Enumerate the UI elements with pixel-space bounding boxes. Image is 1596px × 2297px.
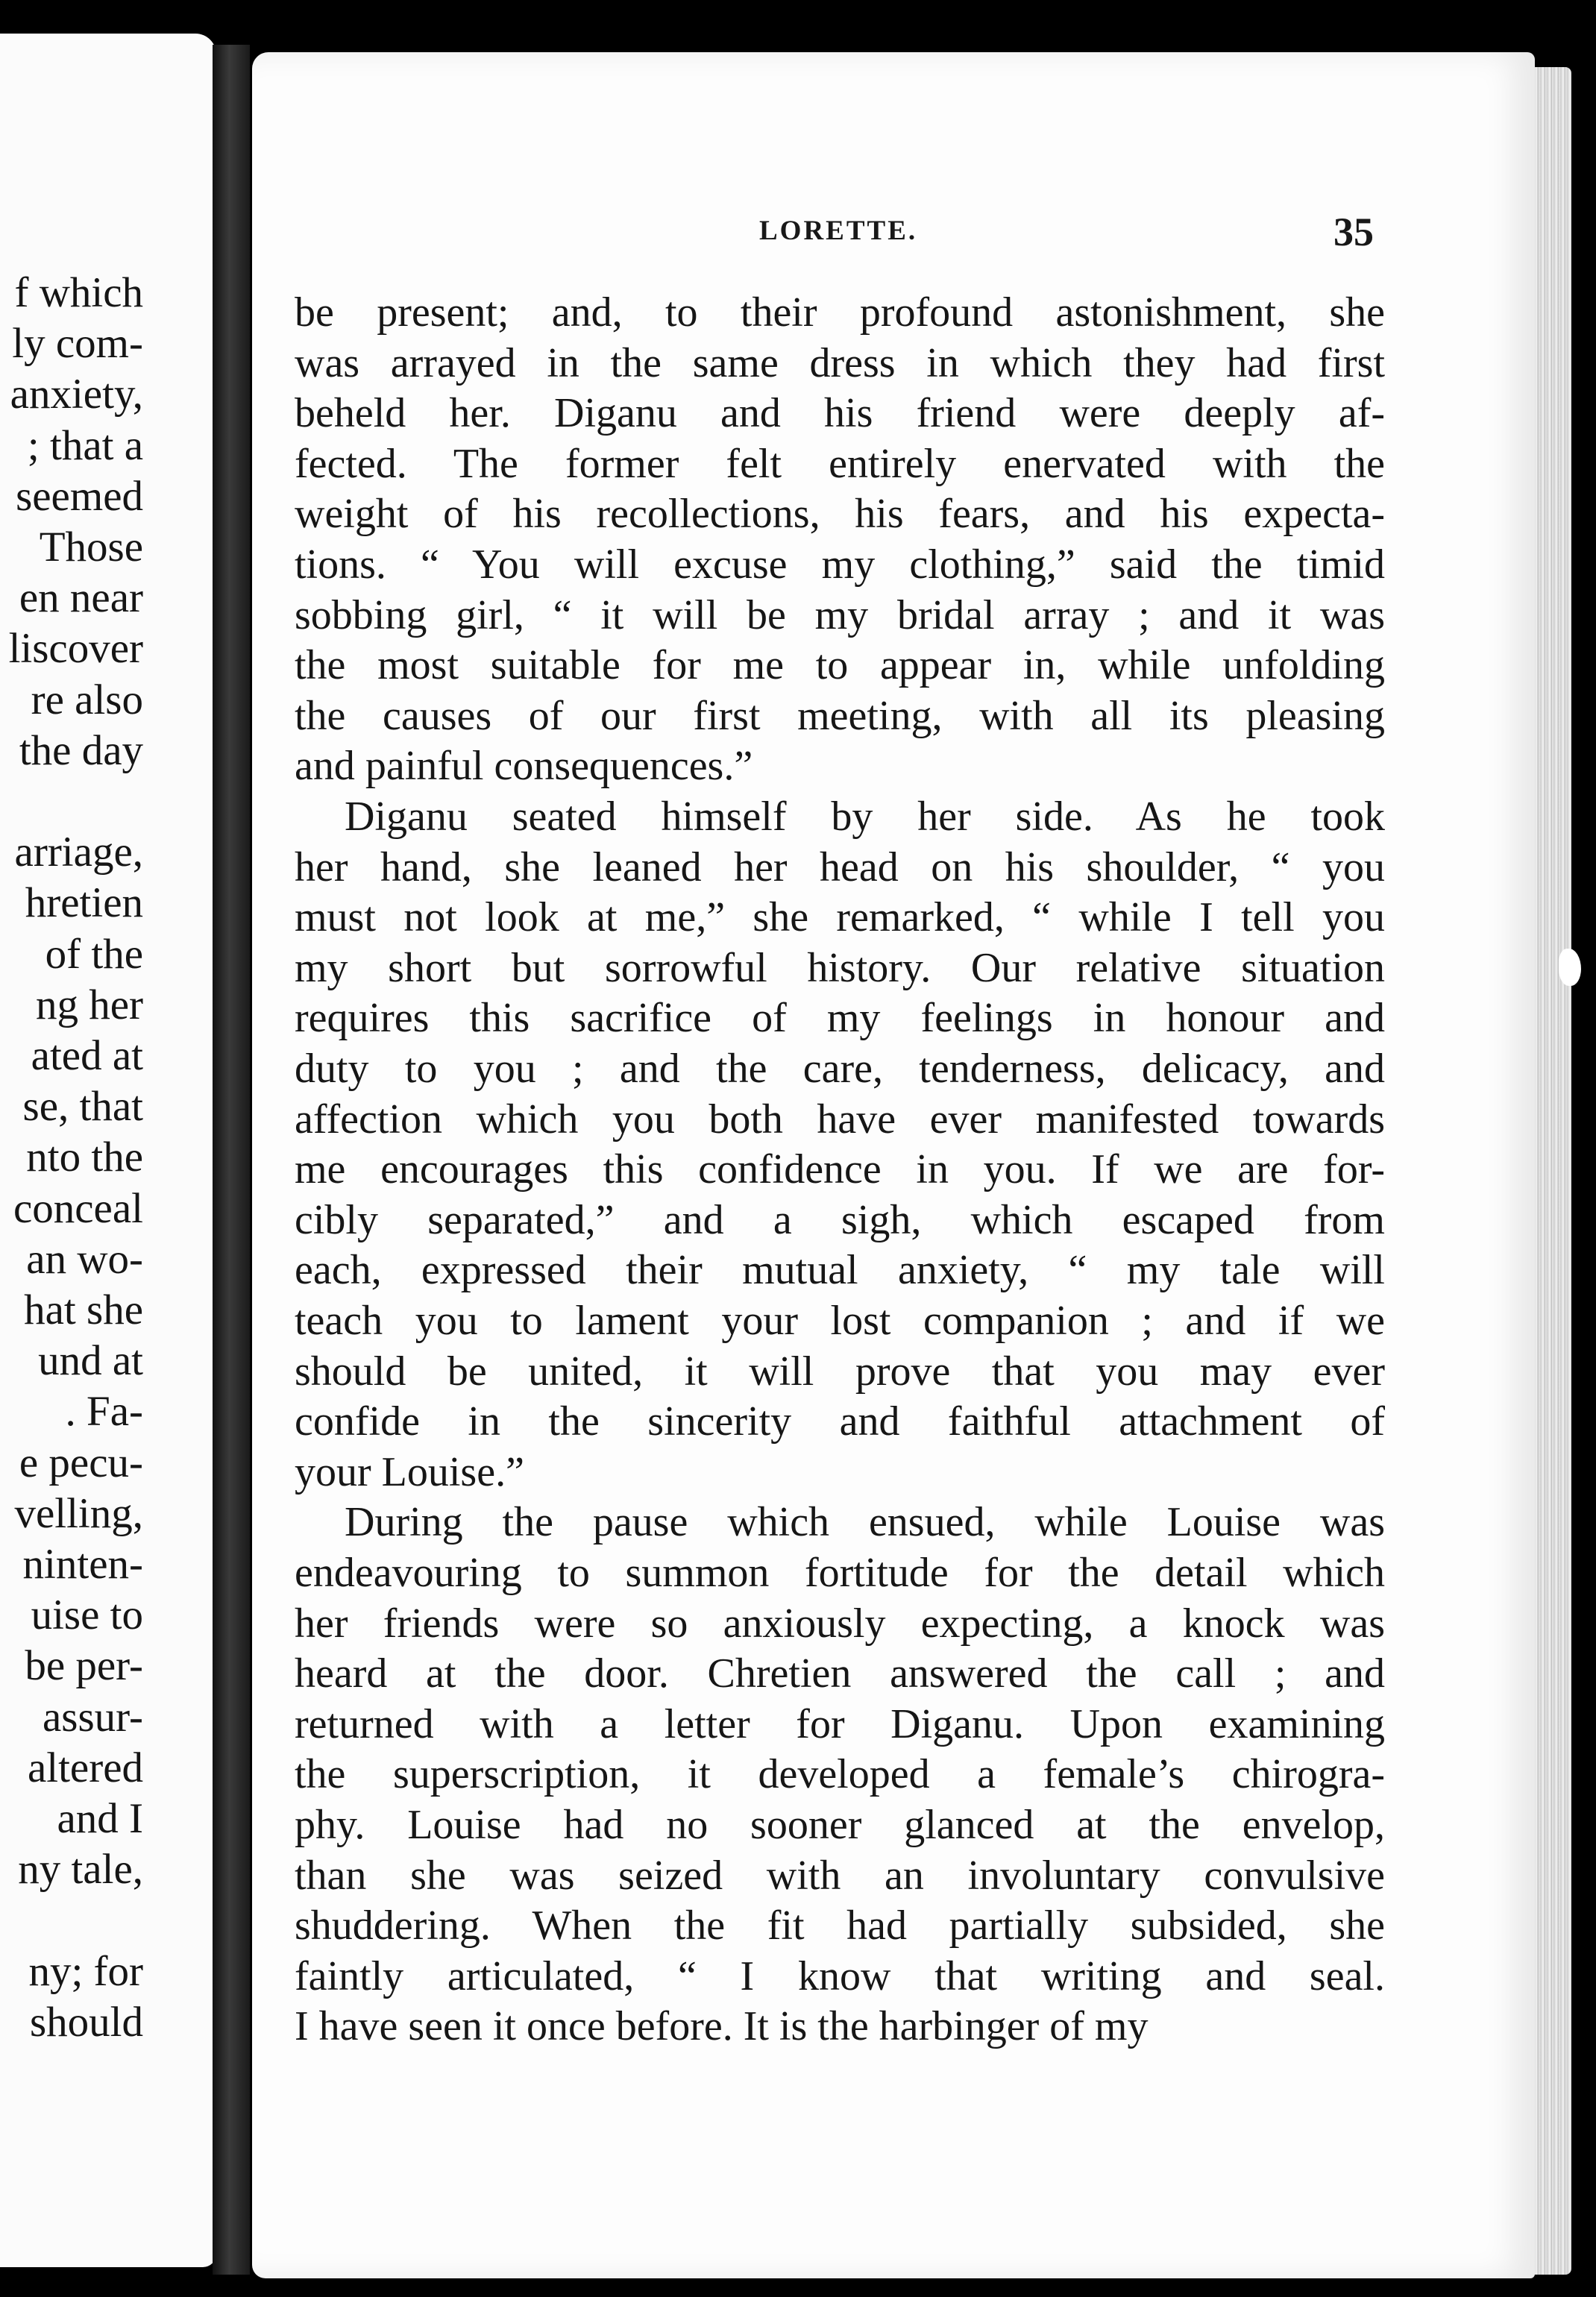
left-page-fragment: hat she — [24, 1286, 143, 1333]
text-line: your Louise.” — [295, 1448, 524, 1495]
left-page-fragment: liscover — [8, 625, 143, 673]
text-line: me encourages this confidence in you. If we are for- — [295, 1146, 1385, 1193]
left-page-fragment: Those — [39, 524, 143, 571]
text-line: each, expressed their mutual anxiety, “ my tale will — [295, 1247, 1385, 1294]
text-line: cibly separated,” and a sigh, which escaped from — [295, 1196, 1385, 1243]
text-line: faintly articulated, “ I know that writing and seal. — [295, 1952, 1385, 1999]
left-page-fragment: ny tale, — [18, 1846, 143, 1894]
text-line: the causes of our first meeting, with all its pleasing — [295, 692, 1385, 739]
text-line: confide in the sincerity and faithful attachment of — [295, 1398, 1385, 1445]
left-page-fragment: ng her — [35, 981, 143, 1028]
text-line: sobbing girl, “ it will be my bridal array ; and it was — [295, 591, 1385, 638]
left-page-fragment: ; that a — [27, 421, 143, 469]
text-line: my short but sorrowful history. Our relative situation — [295, 944, 1385, 991]
text-line: I have seen it once before. It is the harbinger of my — [295, 2003, 1149, 2050]
left-page-fragment: seemed — [16, 472, 143, 520]
text-line: the superscription, it developed a female’s chirogra- — [295, 1751, 1385, 1798]
text-line: shuddering. When the fit had partially subsided, she — [295, 1902, 1385, 1949]
left-page-fragment: be per- — [25, 1642, 143, 1690]
text-line: fected. The former felt entirely enervated with the — [295, 440, 1385, 487]
left-page-fragment: f which — [14, 269, 143, 316]
left-page-fragment: ly com- — [12, 320, 143, 368]
left-page-fragment: hretien — [25, 879, 143, 927]
text-line: phy. Louise had no sooner glanced at the envelop, — [295, 1802, 1385, 1848]
left-page-fragment: se, that — [22, 1083, 143, 1131]
left-page-fragment: and I — [57, 1795, 143, 1842]
text-line: returned with a letter for Diganu. Upon examining — [295, 1700, 1385, 1747]
left-page-fragment: ny; for — [28, 1947, 143, 1995]
text-line: tions. “ You will excuse my clothing,” said the timid — [295, 541, 1385, 588]
left-page-fragment: re also — [31, 676, 143, 723]
text-line: duty to you ; and the care, tenderness, delicacy, and — [295, 1046, 1385, 1092]
left-page-fragment: conceal — [13, 1184, 143, 1232]
left-page-fragment: arriage, — [14, 829, 143, 876]
text-line: endeavouring to summon fortitude for the detail which — [295, 1550, 1385, 1596]
left-page-fragment: assur- — [43, 1693, 143, 1741]
text-line: weight of his recollections, his fears, and his expecta- — [295, 491, 1385, 538]
text-line: than she was seized with an involuntary convulsive — [295, 1852, 1385, 1899]
left-page — [0, 34, 216, 2267]
left-page-fragment: the day — [19, 726, 143, 774]
left-page-fragment: should — [29, 1998, 143, 2046]
text-line: the most suitable for me to appear in, while unfolding — [295, 642, 1385, 689]
page-number: 35 — [1333, 210, 1374, 254]
left-page-fragment: velling, — [14, 1489, 143, 1537]
left-page-fragment: of the — [45, 930, 143, 978]
text-line: and painful consequences.” — [295, 743, 753, 790]
book-spine — [213, 45, 250, 2275]
left-page-fragment: und at — [38, 1337, 143, 1385]
text-line: her friends were so anxiously expecting, a knock was — [295, 1600, 1385, 1647]
left-page-fragment: e pecu- — [19, 1439, 143, 1486]
left-page-fragment: ated at — [31, 1032, 143, 1079]
text-line: teach you to lament your lost companion ; and if we — [295, 1298, 1385, 1344]
left-page-fragment: an wo- — [26, 1235, 143, 1283]
running-head: LORETTE. — [759, 216, 918, 246]
text-line: be present; and, to their profound astonishment, she — [295, 289, 1385, 336]
text-line: should be united, it will prove that you may ever — [295, 1348, 1385, 1395]
left-page-fragment: altered — [27, 1744, 143, 1791]
text-line: Diganu seated himself by her side. As he took — [345, 794, 1385, 840]
text-line: her hand, she leaned her head on his shoulder, “ you — [295, 843, 1385, 890]
text-line: requires this sacrifice of my feelings in honour and — [295, 995, 1385, 1042]
text-line: affection which you both have ever manifested towards — [295, 1096, 1385, 1143]
text-line: beheld her. Diganu and his friend were deeply af- — [295, 390, 1385, 437]
left-page-fragment: en near — [19, 574, 143, 622]
left-page-fragment: anxiety, — [10, 371, 143, 418]
text-line: During the pause which ensued, while Louise was — [345, 1499, 1385, 1546]
text-line: must not look at me,” she remarked, “ while I tell you — [295, 894, 1385, 941]
left-page-fragment: ninten- — [22, 1541, 143, 1588]
paper-speck — [1559, 949, 1581, 986]
text-line: was arrayed in the same dress in which they had first — [295, 339, 1385, 386]
text-line: heard at the door. Chretien answered the call ; and — [295, 1650, 1385, 1697]
left-page-fragment: . Fa- — [65, 1388, 143, 1436]
left-page-fragment: nto the — [26, 1134, 143, 1181]
left-page-fragment: uise to — [31, 1591, 143, 1639]
